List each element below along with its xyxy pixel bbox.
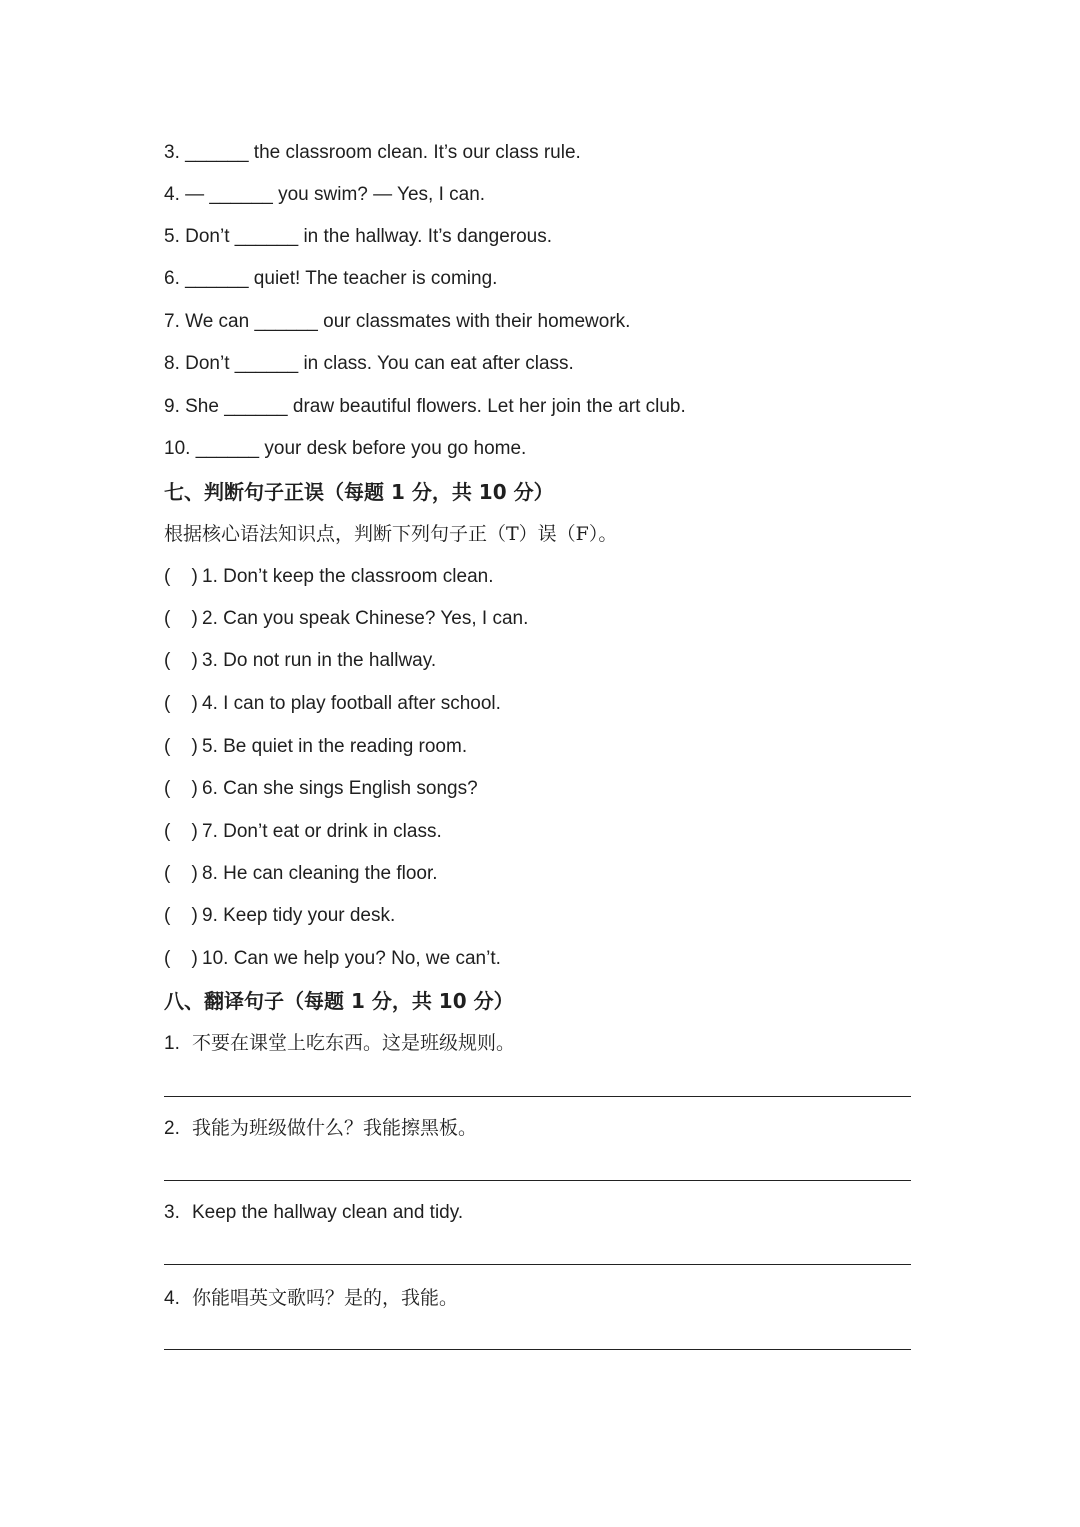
translation-text: 你能唱英文歌吗？是的，我能。 xyxy=(192,1287,459,1309)
translation-text: Keep the hallway clean and tidy. xyxy=(192,1202,464,1223)
true-false-text: 7. Don’t eat or drink in class. xyxy=(202,821,442,842)
answer-paren[interactable]: ( ) xyxy=(164,736,198,757)
translation-number: 4. xyxy=(164,1288,180,1309)
translation-prompt-4 xyxy=(164,1285,458,1312)
answer-line-2[interactable] xyxy=(164,1180,911,1181)
true-false-item xyxy=(164,946,501,972)
true-false-item xyxy=(164,648,436,674)
answer-paren[interactable]: ( ) xyxy=(164,566,198,587)
answer-paren[interactable]: ( ) xyxy=(164,778,198,799)
translation-number: 3. xyxy=(164,1202,180,1223)
fill-in-item-6: 6. ______ quiet! The teacher is coming. xyxy=(164,268,498,289)
translation-prompt-1 xyxy=(164,1030,515,1057)
true-false-item xyxy=(164,734,467,760)
fill-in-item-9: 9. She ______ draw beautiful flowers. Let her join the art club. xyxy=(164,396,686,417)
true-false-text: 1. Don’t keep the classroom clean. xyxy=(202,566,494,587)
fill-in-item-8: 8. Don’t ______ in class. You can eat after class. xyxy=(164,353,574,374)
true-false-text: 9. Keep tidy your desk. xyxy=(202,905,396,926)
true-false-text: 10. Can we help you? No, we can’t. xyxy=(202,948,501,969)
translation-text: 不要在课堂上吃东西。这是班级规则。 xyxy=(192,1032,516,1054)
answer-paren[interactable]: ( ) xyxy=(164,905,198,926)
answer-paren[interactable]: ( ) xyxy=(164,821,198,842)
true-false-item xyxy=(164,819,442,845)
true-false-text: 3. Do not run in the hallway. xyxy=(202,650,437,671)
true-false-text: 5. Be quiet in the reading room. xyxy=(202,736,468,757)
true-false-text: 8. He can cleaning the floor. xyxy=(202,863,438,884)
answer-paren[interactable]: ( ) xyxy=(164,693,198,714)
answer-paren[interactable]: ( ) xyxy=(164,948,198,969)
true-false-text: 6. Can she sings English songs? xyxy=(202,778,478,799)
translation-number: 2. xyxy=(164,1118,180,1139)
true-false-item xyxy=(164,606,528,632)
true-false-item xyxy=(164,564,494,590)
fill-in-item-7: 7. We can ______ our classmates with their homework. xyxy=(164,311,631,332)
section-7-heading: 七、判断句子正误（每题 1 分，共 10 分） xyxy=(164,480,554,504)
answer-paren[interactable]: ( ) xyxy=(164,650,198,671)
true-false-item xyxy=(164,691,501,717)
answer-line-1[interactable] xyxy=(164,1096,911,1097)
translation-prompt-3 xyxy=(164,1200,463,1226)
true-false-text: 4. I can to play football after school. xyxy=(202,693,501,714)
answer-line-4[interactable] xyxy=(164,1349,911,1350)
true-false-text: 2. Can you speak Chinese? Yes, I can. xyxy=(202,608,529,629)
fill-in-item-10: 10. ______ your desk before you go home. xyxy=(164,438,527,459)
answer-paren[interactable]: ( ) xyxy=(164,608,198,629)
true-false-item xyxy=(164,861,438,887)
answer-line-3[interactable] xyxy=(164,1264,911,1265)
translation-number: 1. xyxy=(164,1033,180,1054)
true-false-item xyxy=(164,903,395,929)
translation-text: 我能为班级做什么？我能擦黑板。 xyxy=(192,1117,478,1139)
translation-prompt-2 xyxy=(164,1115,477,1142)
fill-in-item-5: 5. Don’t ______ in the hallway. It’s dangerous. xyxy=(164,226,552,247)
fill-in-item-4: 4. — ______ you swim? — Yes, I can. xyxy=(164,184,486,205)
true-false-item xyxy=(164,776,478,802)
section-8-heading: 八、翻译句子（每题 1 分，共 10 分） xyxy=(164,989,514,1013)
answer-paren[interactable]: ( ) xyxy=(164,863,198,884)
fill-in-item-3: 3. ______ the classroom clean. It’s our class rule. xyxy=(164,142,581,163)
section-7-instruction: 根据核心语法知识点，判断下列句子正（T）误（F）。 xyxy=(164,523,618,545)
